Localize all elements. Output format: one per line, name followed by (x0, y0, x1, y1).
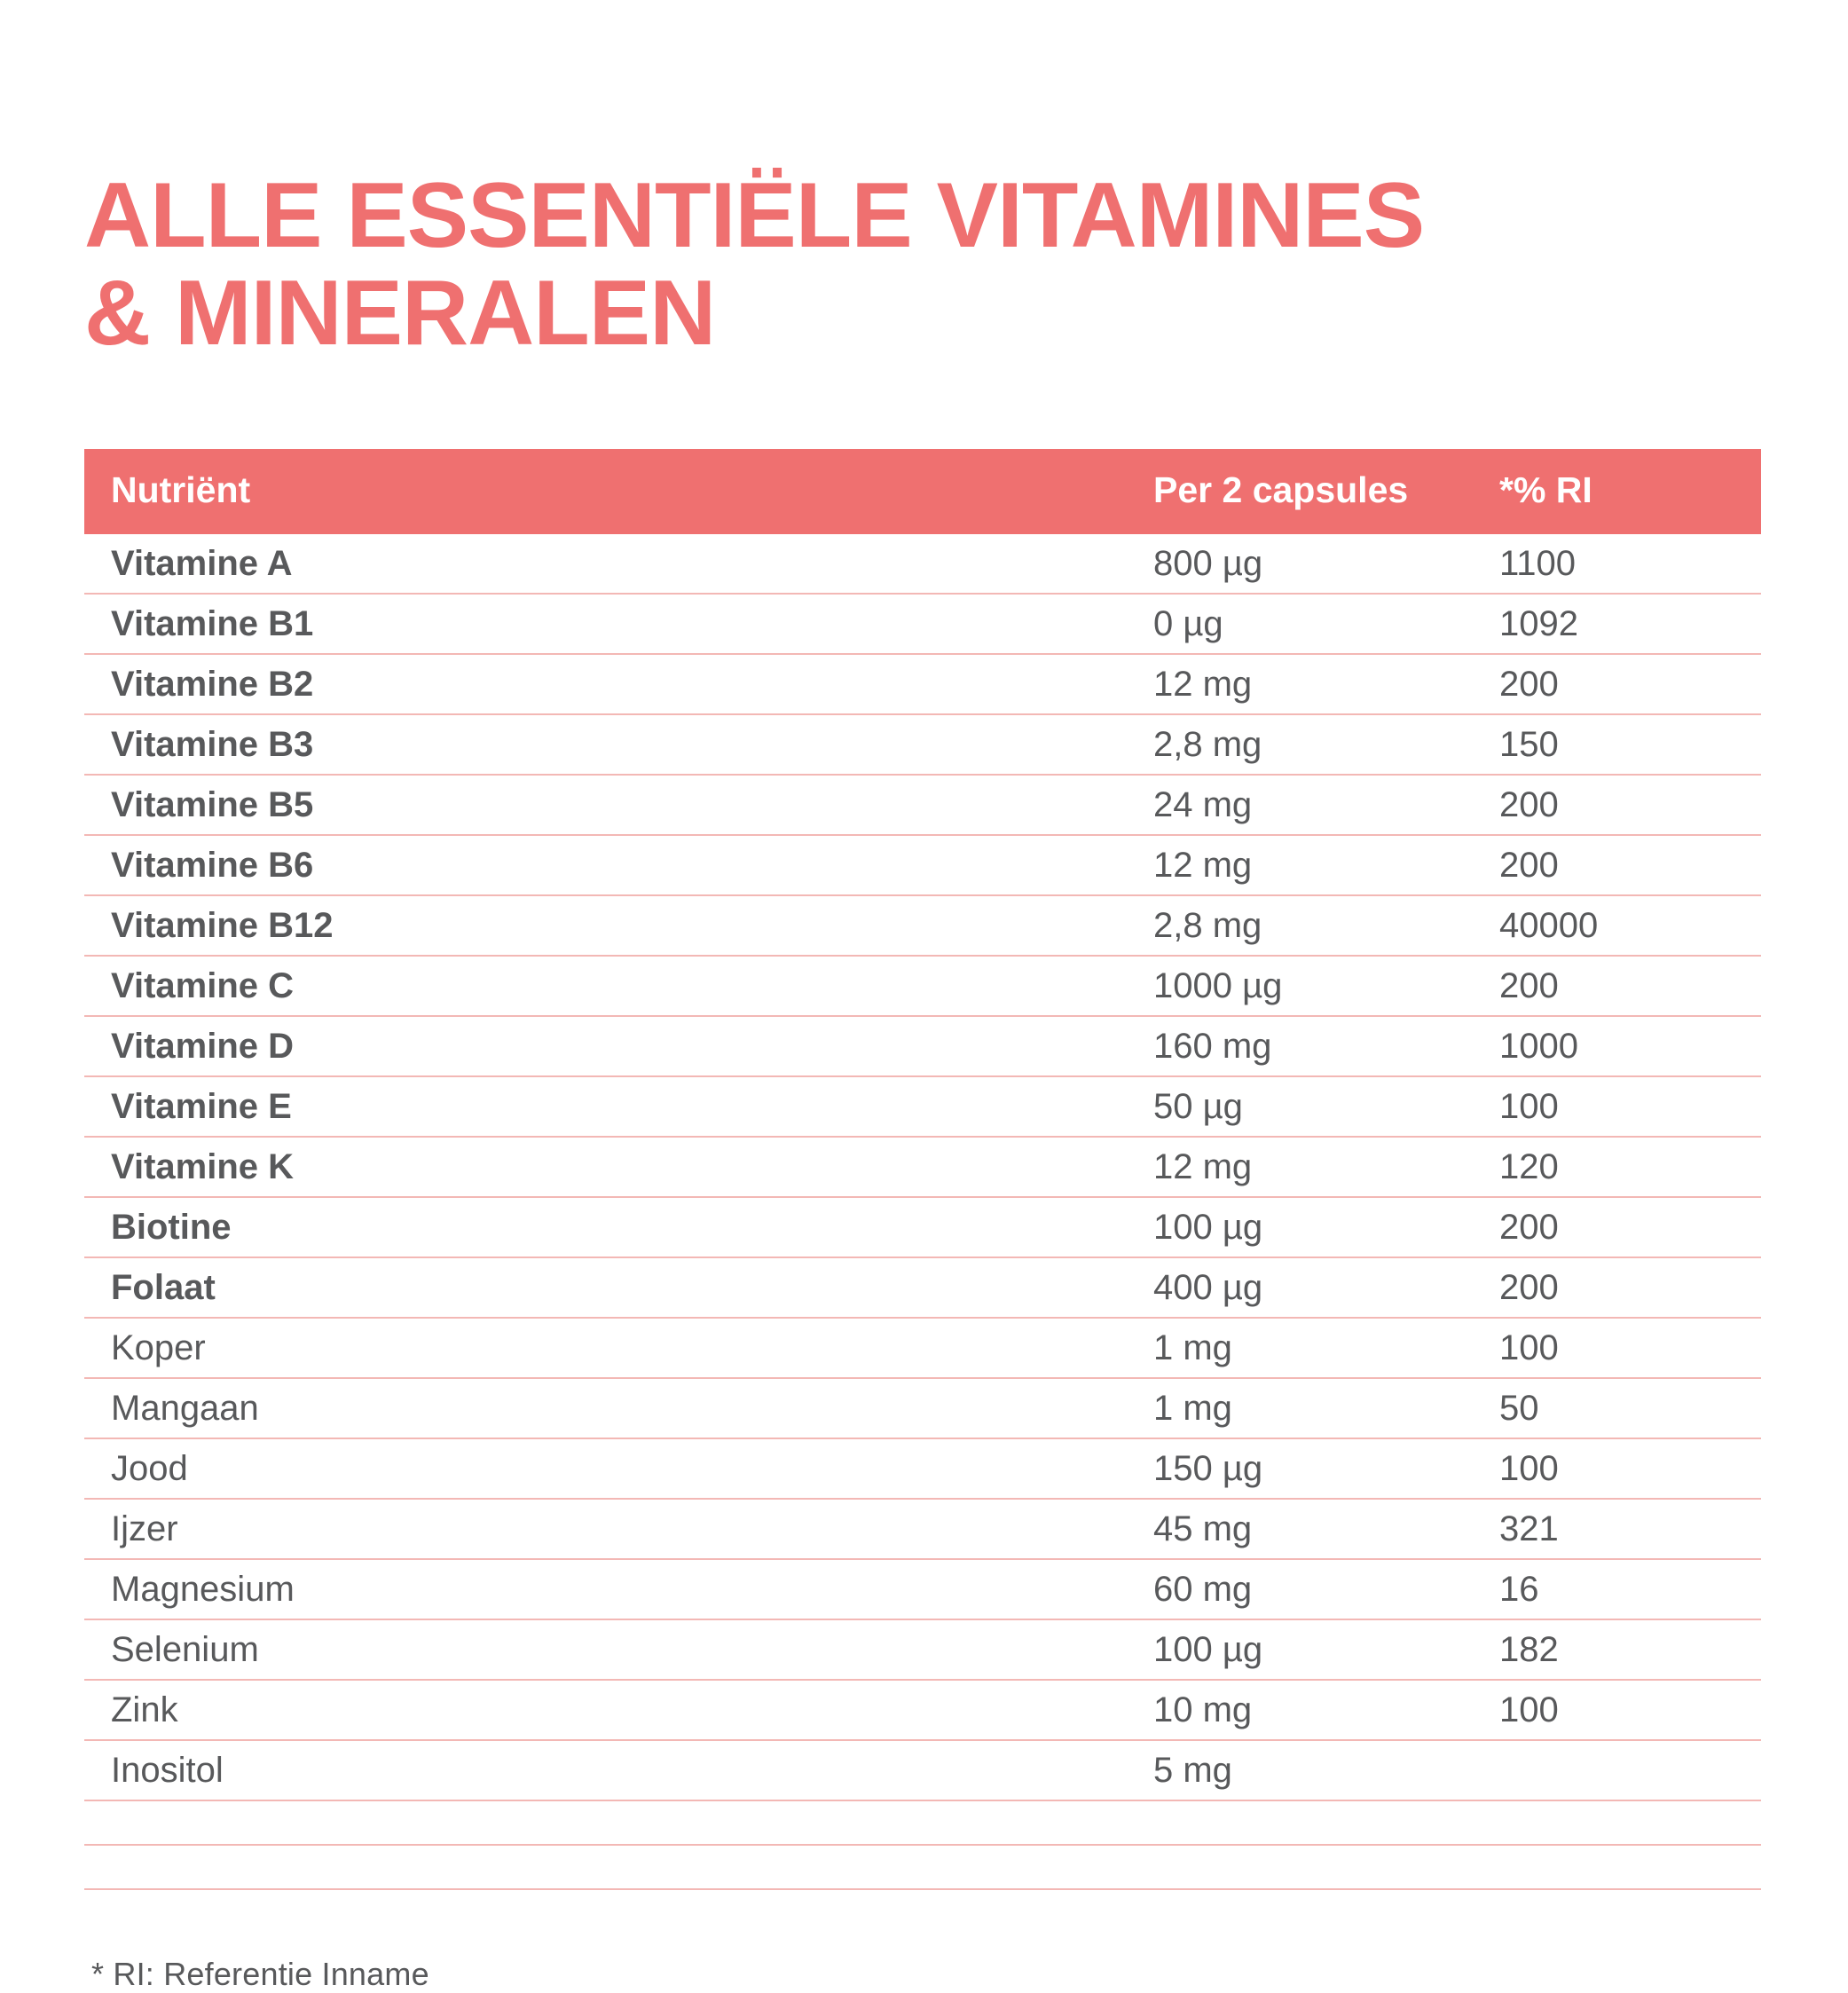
table-row (84, 654, 1761, 714)
cell-ri-percent: 40000 (1473, 895, 1761, 956)
table-row (84, 594, 1761, 654)
cell-nutrient-name: Vitamine B6 (84, 835, 1127, 895)
table-row (84, 1016, 1761, 1076)
cell-per-serving: 45 mg (1127, 1499, 1473, 1559)
table-row (84, 1740, 1761, 1800)
column-header-per-serving: Per 2 capsules (1127, 449, 1473, 534)
cell-per-serving: 5 mg (1127, 1740, 1473, 1800)
cell-ri-percent: 1092 (1473, 594, 1761, 654)
table-body (84, 534, 1761, 1889)
cell-ri-percent: 100 (1473, 1438, 1761, 1499)
cell-ri-percent: 1100 (1473, 534, 1761, 594)
cell-nutrient-name: Ijzer (84, 1499, 1127, 1559)
cell-per-serving: 2,8 mg (1127, 714, 1473, 775)
footnote: * RI: Referentie Inname (91, 1956, 429, 1993)
cell-nutrient-name (84, 1800, 1127, 1845)
cell-per-serving: 800 µg (1127, 534, 1473, 594)
nutrition-label-page (0, 62, 1848, 1993)
cell-nutrient-name: Vitamine B12 (84, 895, 1127, 956)
table-row (84, 1619, 1761, 1680)
cell-nutrient-name: Vitamine B2 (84, 654, 1127, 714)
table-row (84, 1499, 1761, 1559)
table-row (84, 835, 1761, 895)
cell-nutrient-name: Vitamine E (84, 1076, 1127, 1137)
cell-nutrient-name: Vitamine K (84, 1137, 1127, 1197)
cell-ri-percent: 150 (1473, 714, 1761, 775)
cell-per-serving: 0 µg (1127, 594, 1473, 654)
table-row (84, 714, 1761, 775)
cell-per-serving: 1 mg (1127, 1318, 1473, 1378)
cell-nutrient-name: Koper (84, 1318, 1127, 1378)
column-header-ri: *% RI (1473, 449, 1761, 534)
cell-nutrient-name: Selenium (84, 1619, 1127, 1680)
table-row (84, 775, 1761, 835)
cell-nutrient-name: Zink (84, 1680, 1127, 1740)
cell-per-serving: 100 µg (1127, 1619, 1473, 1680)
cell-nutrient-name: Folaat (84, 1257, 1127, 1318)
cell-nutrient-name: Vitamine D (84, 1016, 1127, 1076)
table-row (84, 1559, 1761, 1619)
cell-per-serving: 24 mg (1127, 775, 1473, 835)
cell-ri-percent: 321 (1473, 1499, 1761, 1559)
page-title (84, 62, 1752, 365)
cell-nutrient-name: Biotine (84, 1197, 1127, 1257)
cell-nutrient-name: Magnesium (84, 1559, 1127, 1619)
cell-ri-percent: 50 (1473, 1378, 1761, 1438)
cell-ri-percent: 182 (1473, 1619, 1761, 1680)
cell-ri-percent: 200 (1473, 775, 1761, 835)
table-row (84, 1845, 1761, 1889)
page-title-line-2: & MINERALEN (84, 261, 716, 365)
table-row (84, 1137, 1761, 1197)
cell-per-serving: 12 mg (1127, 835, 1473, 895)
cell-ri-percent: 1000 (1473, 1016, 1761, 1076)
cell-ri-percent: 100 (1473, 1076, 1761, 1137)
cell-nutrient-name: Inositol (84, 1740, 1127, 1800)
cell-per-serving (1127, 1845, 1473, 1889)
table-row (84, 534, 1761, 594)
cell-ri-percent: 200 (1473, 835, 1761, 895)
cell-ri-percent: 200 (1473, 1257, 1761, 1318)
cell-ri-percent: 200 (1473, 956, 1761, 1016)
cell-per-serving: 10 mg (1127, 1680, 1473, 1740)
column-header-nutrient: Nutriënt (84, 449, 1127, 534)
cell-ri-percent (1473, 1740, 1761, 1800)
cell-nutrient-name: Mangaan (84, 1378, 1127, 1438)
table-row (84, 1257, 1761, 1318)
cell-per-serving: 160 mg (1127, 1016, 1473, 1076)
cell-nutrient-name: Vitamine C (84, 956, 1127, 1016)
cell-per-serving: 1000 µg (1127, 956, 1473, 1016)
nutrition-table (84, 449, 1761, 1890)
page-title-line-1: ALLE ESSENTIËLE VITAMINES (84, 163, 1425, 267)
cell-nutrient-name: Vitamine B3 (84, 714, 1127, 775)
cell-ri-percent (1473, 1845, 1761, 1889)
cell-per-serving: 1 mg (1127, 1378, 1473, 1438)
cell-per-serving: 100 µg (1127, 1197, 1473, 1257)
table-row (84, 895, 1761, 956)
table-header (84, 449, 1761, 534)
table-row (84, 1800, 1761, 1845)
table-row (84, 1680, 1761, 1740)
cell-ri-percent: 200 (1473, 1197, 1761, 1257)
cell-per-serving: 60 mg (1127, 1559, 1473, 1619)
cell-ri-percent: 100 (1473, 1318, 1761, 1378)
table-row (84, 1197, 1761, 1257)
cell-nutrient-name: Vitamine B5 (84, 775, 1127, 835)
cell-ri-percent: 100 (1473, 1680, 1761, 1740)
cell-ri-percent: 120 (1473, 1137, 1761, 1197)
cell-per-serving: 12 mg (1127, 1137, 1473, 1197)
table-row (84, 1076, 1761, 1137)
cell-per-serving: 150 µg (1127, 1438, 1473, 1499)
table-header-row (84, 449, 1761, 534)
cell-nutrient-name: Vitamine B1 (84, 594, 1127, 654)
cell-per-serving: 400 µg (1127, 1257, 1473, 1318)
cell-ri-percent: 16 (1473, 1559, 1761, 1619)
table-row (84, 1378, 1761, 1438)
table-row (84, 1438, 1761, 1499)
cell-per-serving: 2,8 mg (1127, 895, 1473, 956)
cell-nutrient-name (84, 1845, 1127, 1889)
table-row (84, 1318, 1761, 1378)
table-row (84, 956, 1761, 1016)
cell-per-serving (1127, 1800, 1473, 1845)
cell-ri-percent (1473, 1800, 1761, 1845)
cell-per-serving: 12 mg (1127, 654, 1473, 714)
cell-nutrient-name: Vitamine A (84, 534, 1127, 594)
cell-per-serving: 50 µg (1127, 1076, 1473, 1137)
cell-nutrient-name: Jood (84, 1438, 1127, 1499)
cell-ri-percent: 200 (1473, 654, 1761, 714)
